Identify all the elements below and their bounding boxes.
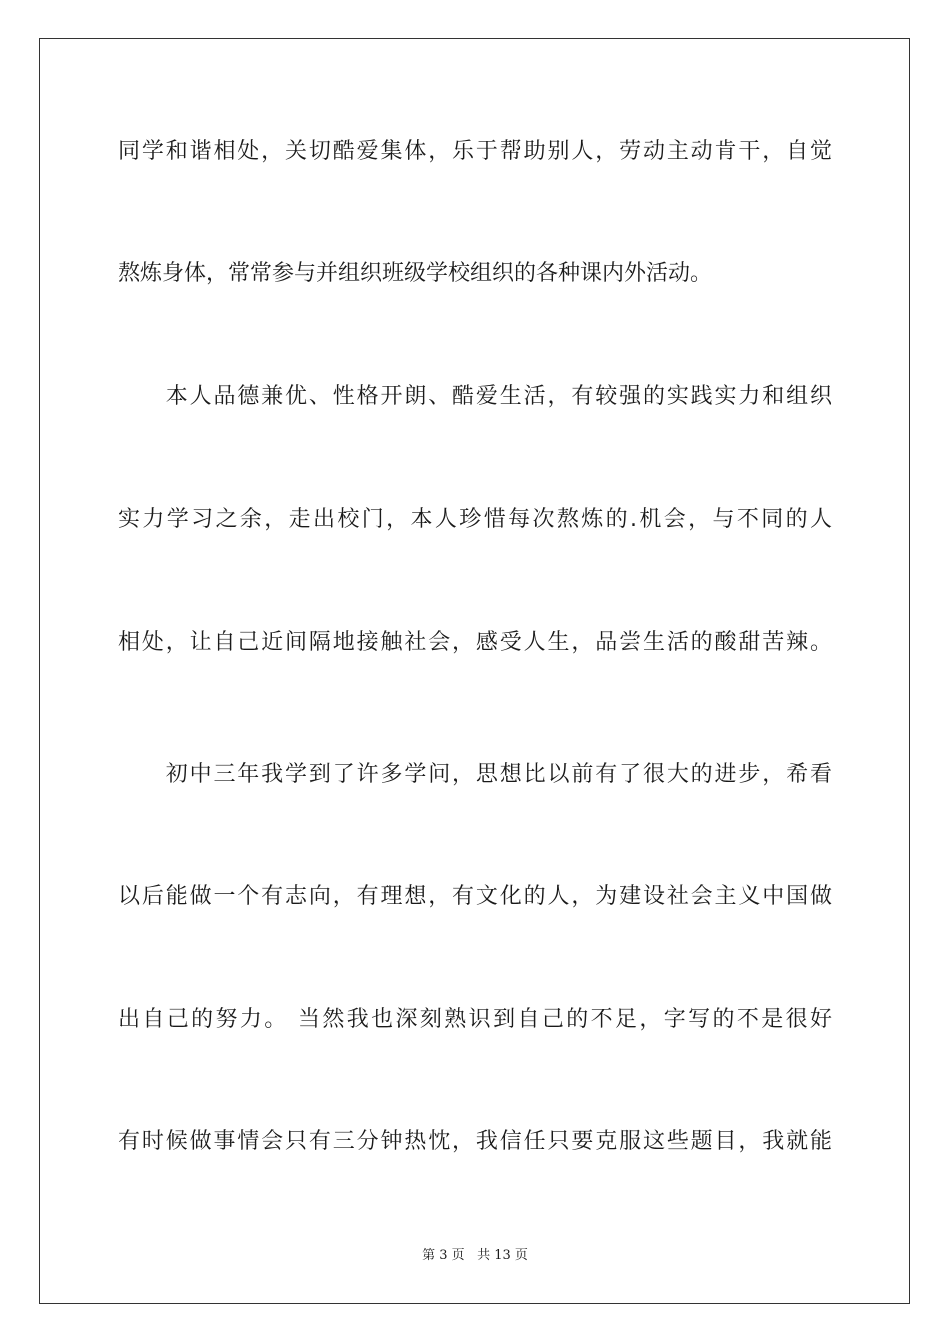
paragraph-line: 初中三年我学到了许多学问，思想比以前有了很大的进步，希看 [118, 762, 832, 787]
paragraph-line: 相处，让自己近间隔地接触社会，感受人生，品尝生活的酸甜苦辣。 [118, 630, 832, 655]
page-total: 共 13 页 [477, 1248, 528, 1263]
page-footer [0, 1247, 950, 1265]
paragraph-line: 同学和谐相处，关切酷爱集体，乐于帮助别人，劳动主动肯干，自觉 [118, 139, 832, 164]
paragraph-line: 实力学习之余，走出校门，本人珍惜每次熬炼的.机会，与不同的人 [118, 507, 832, 532]
paragraph-line: 有时候做事情会只有三分钟热忱，我信任只要克服这些题目，我就能 [118, 1129, 832, 1154]
page-border [39, 38, 910, 1304]
paragraph-line: 熬炼身体，常常参与并组织班级学校组织的各种课内外活动。 [118, 261, 713, 286]
paragraph-line: 以后能做一个有志向，有理想，有文化的人，为建设社会主义中国做 [118, 884, 832, 909]
page-number: 第 3 页 [422, 1248, 465, 1263]
paragraph-line: 本人品德兼优、性格开朗、酷爱生活，有较强的实践实力和组织 [118, 384, 832, 409]
paragraph-line: 出自己的努力。 当然我也深刻熟识到自己的不足，字写的不是很好 [118, 1007, 832, 1032]
